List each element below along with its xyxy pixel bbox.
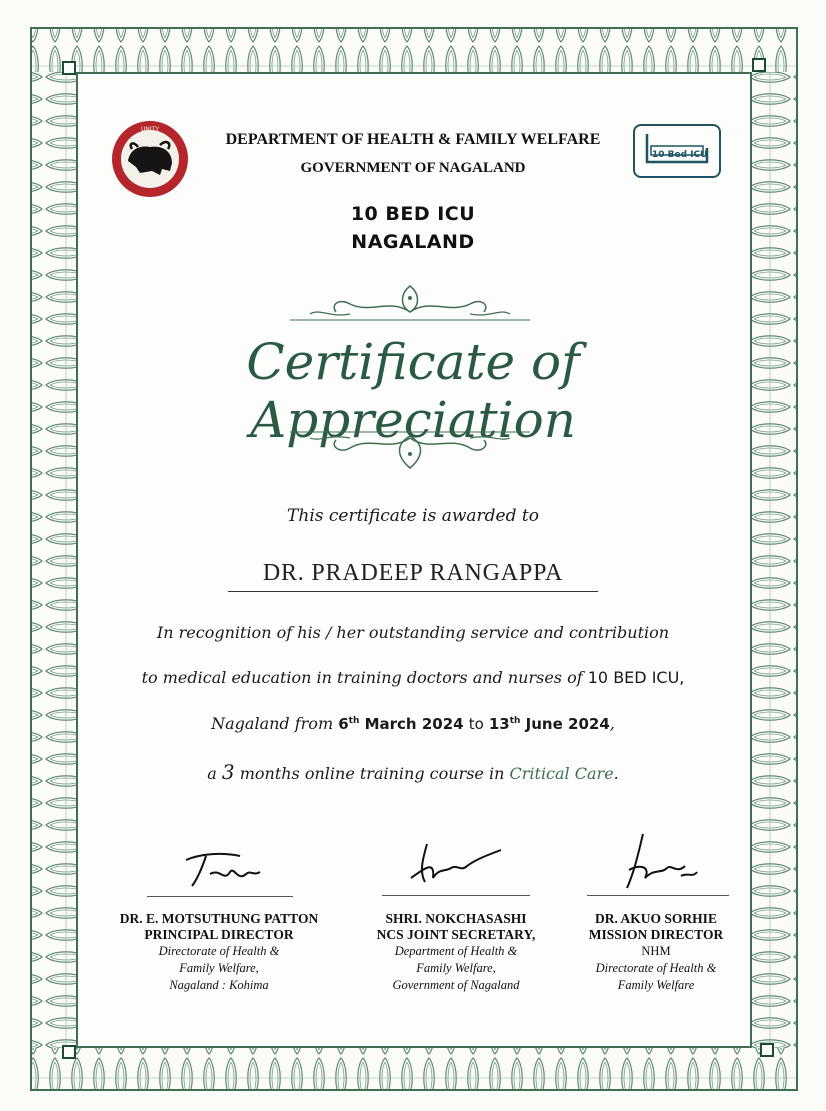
signatory-org-line: Family Welfare, xyxy=(416,961,496,975)
logo-label: 10 Bed ICU xyxy=(652,150,708,160)
recognition-line2-script: to medical education in training doctors and nurses of xyxy=(141,668,583,687)
to-word: to xyxy=(468,715,484,733)
corner-square xyxy=(752,58,766,72)
signatory-name: DR. E. MOTSUTHUNG PATTON xyxy=(119,911,319,926)
nagaland-from-text: Nagaland from xyxy=(211,714,334,733)
signatory-org-line: Nagaland : Kohima xyxy=(169,978,269,992)
signatory-org-line: Family Welfare xyxy=(617,978,695,992)
svg-text:UNITY: UNITY xyxy=(141,126,159,133)
recipient-underline xyxy=(228,591,598,592)
signatory-name: DR. AKUO SORHIE xyxy=(595,911,717,926)
signature-1 xyxy=(180,846,270,892)
government-name: GOVERNMENT OF NAGALAND xyxy=(300,160,526,176)
signatory-org-line: NHM xyxy=(641,944,671,958)
start-date: 6th March 2024 xyxy=(338,715,464,733)
program-title-line1: 10 BED ICU xyxy=(350,203,476,225)
recognition-line2 xyxy=(110,668,716,687)
signatory-role: MISSION DIRECTOR xyxy=(588,927,724,942)
course-name: Critical Care xyxy=(509,764,614,783)
top-flourish-ornament xyxy=(290,284,530,326)
certificate-title: Certificate of Appreciation xyxy=(246,333,580,449)
signature-line-2 xyxy=(382,895,530,896)
signatory-3 xyxy=(568,911,744,994)
recognition-line1: In recognition of his / her outstanding service and contribution xyxy=(156,623,670,642)
signatory-org-line: Directorate of Health & xyxy=(158,944,280,958)
signatory-org-line: Government of Nagaland xyxy=(392,978,520,992)
corner-square xyxy=(62,61,76,75)
awarded-to-text: This certificate is awarded to xyxy=(287,506,539,526)
signatory-org-line: Department of Health & xyxy=(394,944,518,958)
signatory-2 xyxy=(340,911,572,994)
program-title-line2: NAGALAND xyxy=(351,231,475,253)
corner-square xyxy=(760,1043,774,1057)
signature-2 xyxy=(405,838,505,892)
signatory-1 xyxy=(96,911,342,994)
signatory-role: NCS JOINT SECRETARY, xyxy=(376,927,536,942)
icu-name-inline: 10 BED ICU, xyxy=(587,668,685,687)
duration-number: 3 xyxy=(221,760,235,784)
icu-bed-logo xyxy=(633,124,721,178)
bottom-flourish-ornament xyxy=(290,426,530,472)
recognition-line4: a 3 months online training course in Critical Care. xyxy=(207,760,619,784)
signature-line-1 xyxy=(147,896,293,897)
signatory-org-line: Family Welfare, xyxy=(179,961,259,975)
signature-line-3 xyxy=(587,895,729,896)
end-date: 13th June 2024 xyxy=(488,715,610,733)
signature-3 xyxy=(615,830,705,894)
signatory-name: SHRI. NOKCHASASHI xyxy=(385,911,527,926)
corner-square xyxy=(62,1045,76,1059)
signatory-org-line: Directorate of Health & xyxy=(595,961,717,975)
signatory-role: PRINCIPAL DIRECTOR xyxy=(144,927,294,942)
department-name: DEPARTMENT OF HEALTH & FAMILY WELFARE xyxy=(225,131,601,148)
recognition-line3: Nagaland from 6th March 2024 to 13th June 2024, xyxy=(211,714,615,733)
recipient-name: DR. PRADEEP RANGAPPA xyxy=(262,560,564,586)
